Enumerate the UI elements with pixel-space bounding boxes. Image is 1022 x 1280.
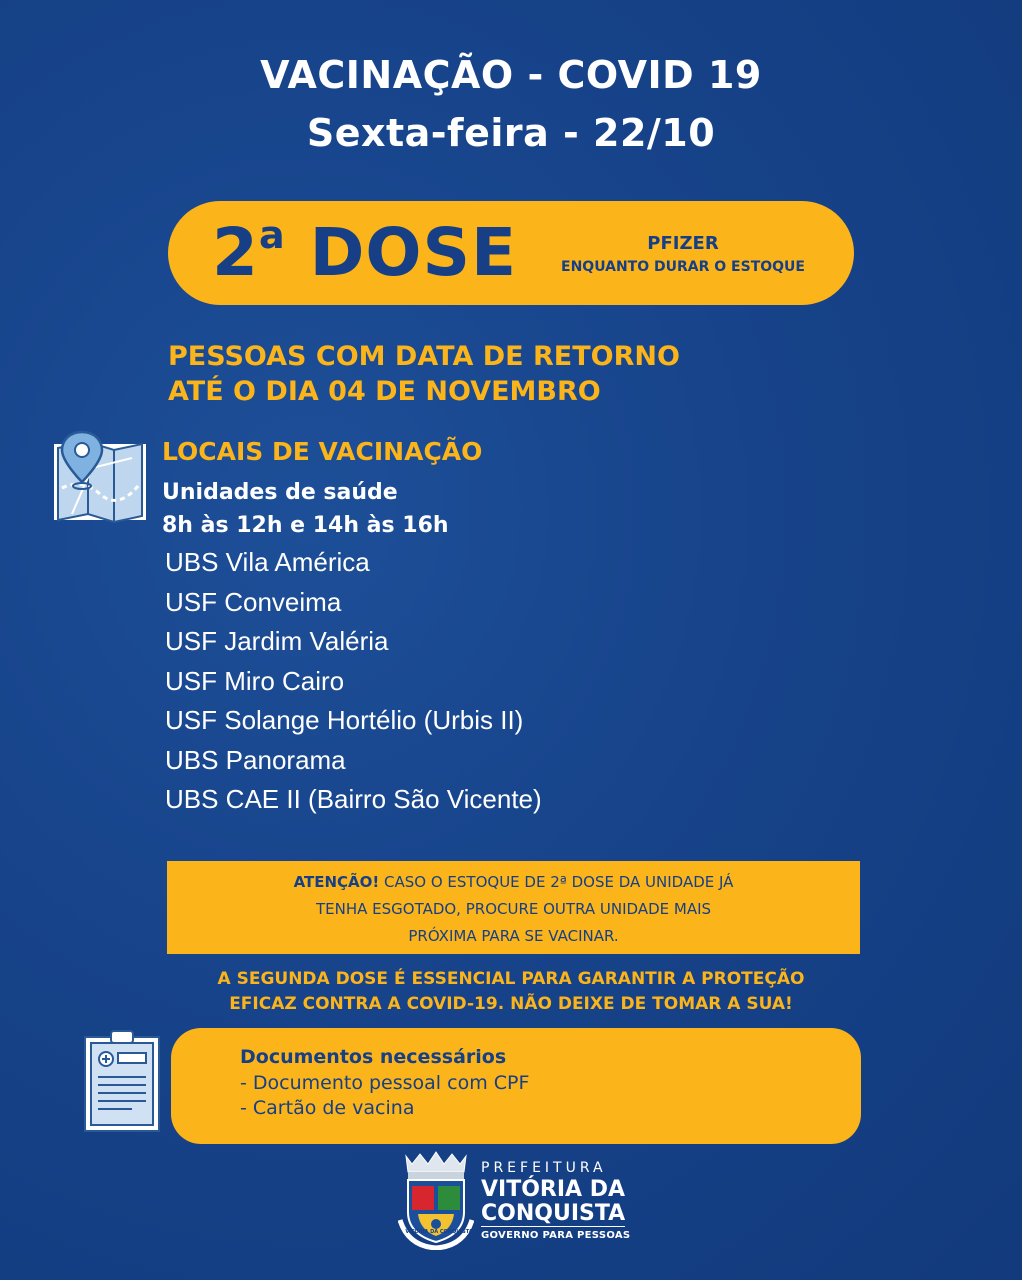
stock-note: ENQUANTO DURAR O ESTOQUE <box>561 259 805 275</box>
city-seal-icon <box>398 1150 474 1250</box>
attention-box <box>167 861 860 954</box>
locations-heading: LOCAIS DE VACINAÇÃO <box>162 437 483 466</box>
eligibility-text <box>168 339 680 409</box>
list-item: USF Solange Hortélio (Urbis II) <box>165 705 524 735</box>
reminder-text <box>0 967 1022 1017</box>
dose-label <box>212 214 517 291</box>
locations-subheading: Unidades de saúde <box>162 480 398 505</box>
reminder-line-1: A SEGUNDA DOSE É ESSENCIAL PARA GARANTIR A PROTEÇÃO <box>217 969 805 989</box>
map-pin-icon <box>52 428 148 524</box>
org-name-line-1: VITÓRIA DA <box>481 1177 626 1202</box>
reminder-line-2: EFICAZ CONTRA A COVID-19. NÃO DEIXE DE TOMAR A SUA! <box>229 994 793 1014</box>
documents-title: Documentos necessários <box>240 1046 507 1068</box>
eligibility-line-2: ATÉ O DIA 04 DE NOVEMBRO <box>168 376 601 407</box>
locations-hours: 8h às 12h e 14h às 16h <box>162 513 449 538</box>
list-item: UBS Vila América <box>165 547 370 577</box>
org-name <box>481 1178 625 1226</box>
org-name-line-2: CONQUISTA <box>481 1201 626 1226</box>
dose-number: 2 <box>212 214 259 291</box>
list-item: UBS CAE II (Bairro São Vicente) <box>165 784 542 814</box>
attention-label: ATENÇÃO! <box>293 873 380 891</box>
attention-line-2: TENHA ESGOTADO, PROCURE OUTRA UNIDADE MAIS <box>315 900 712 918</box>
org-prefix: PREFEITURA <box>481 1160 607 1176</box>
attention-line-1 <box>167 869 860 896</box>
seal-ribbon-text: VITÓRIA DA CONQUISTA <box>405 1229 473 1235</box>
eligibility-line-1: PESSOAS COM DATA DE RETORNO <box>168 341 680 372</box>
list-item: USF Conveima <box>165 586 342 617</box>
org-slogan: GOVERNO PARA PESSOAS <box>481 1230 631 1241</box>
attention-text-1: CASO O ESTOQUE DE 2ª DOSE DA UNIDADE JÁ <box>379 873 734 891</box>
page-date: Sexta-feira - 22/10 <box>306 111 716 155</box>
vaccine-name: PFIZER <box>647 233 719 254</box>
clipboard-icon <box>82 1027 162 1133</box>
dose-word: DOSE <box>309 214 518 291</box>
divider <box>481 1226 625 1227</box>
list-item: UBS Panorama <box>165 744 346 775</box>
list-item: - Cartão de vacina <box>240 1097 415 1119</box>
page-title: VACINAÇÃO - COVID 19 <box>260 53 762 97</box>
list-item: - Documento pessoal com CPF <box>240 1072 530 1094</box>
list-item: USF Jardim Valéria <box>165 626 389 656</box>
unit-list <box>165 543 542 820</box>
dose-ordinal: a <box>258 213 286 257</box>
list-item: USF Miro Cairo <box>165 665 345 696</box>
attention-line-3: PRÓXIMA PARA SE VACINAR. <box>408 927 619 945</box>
